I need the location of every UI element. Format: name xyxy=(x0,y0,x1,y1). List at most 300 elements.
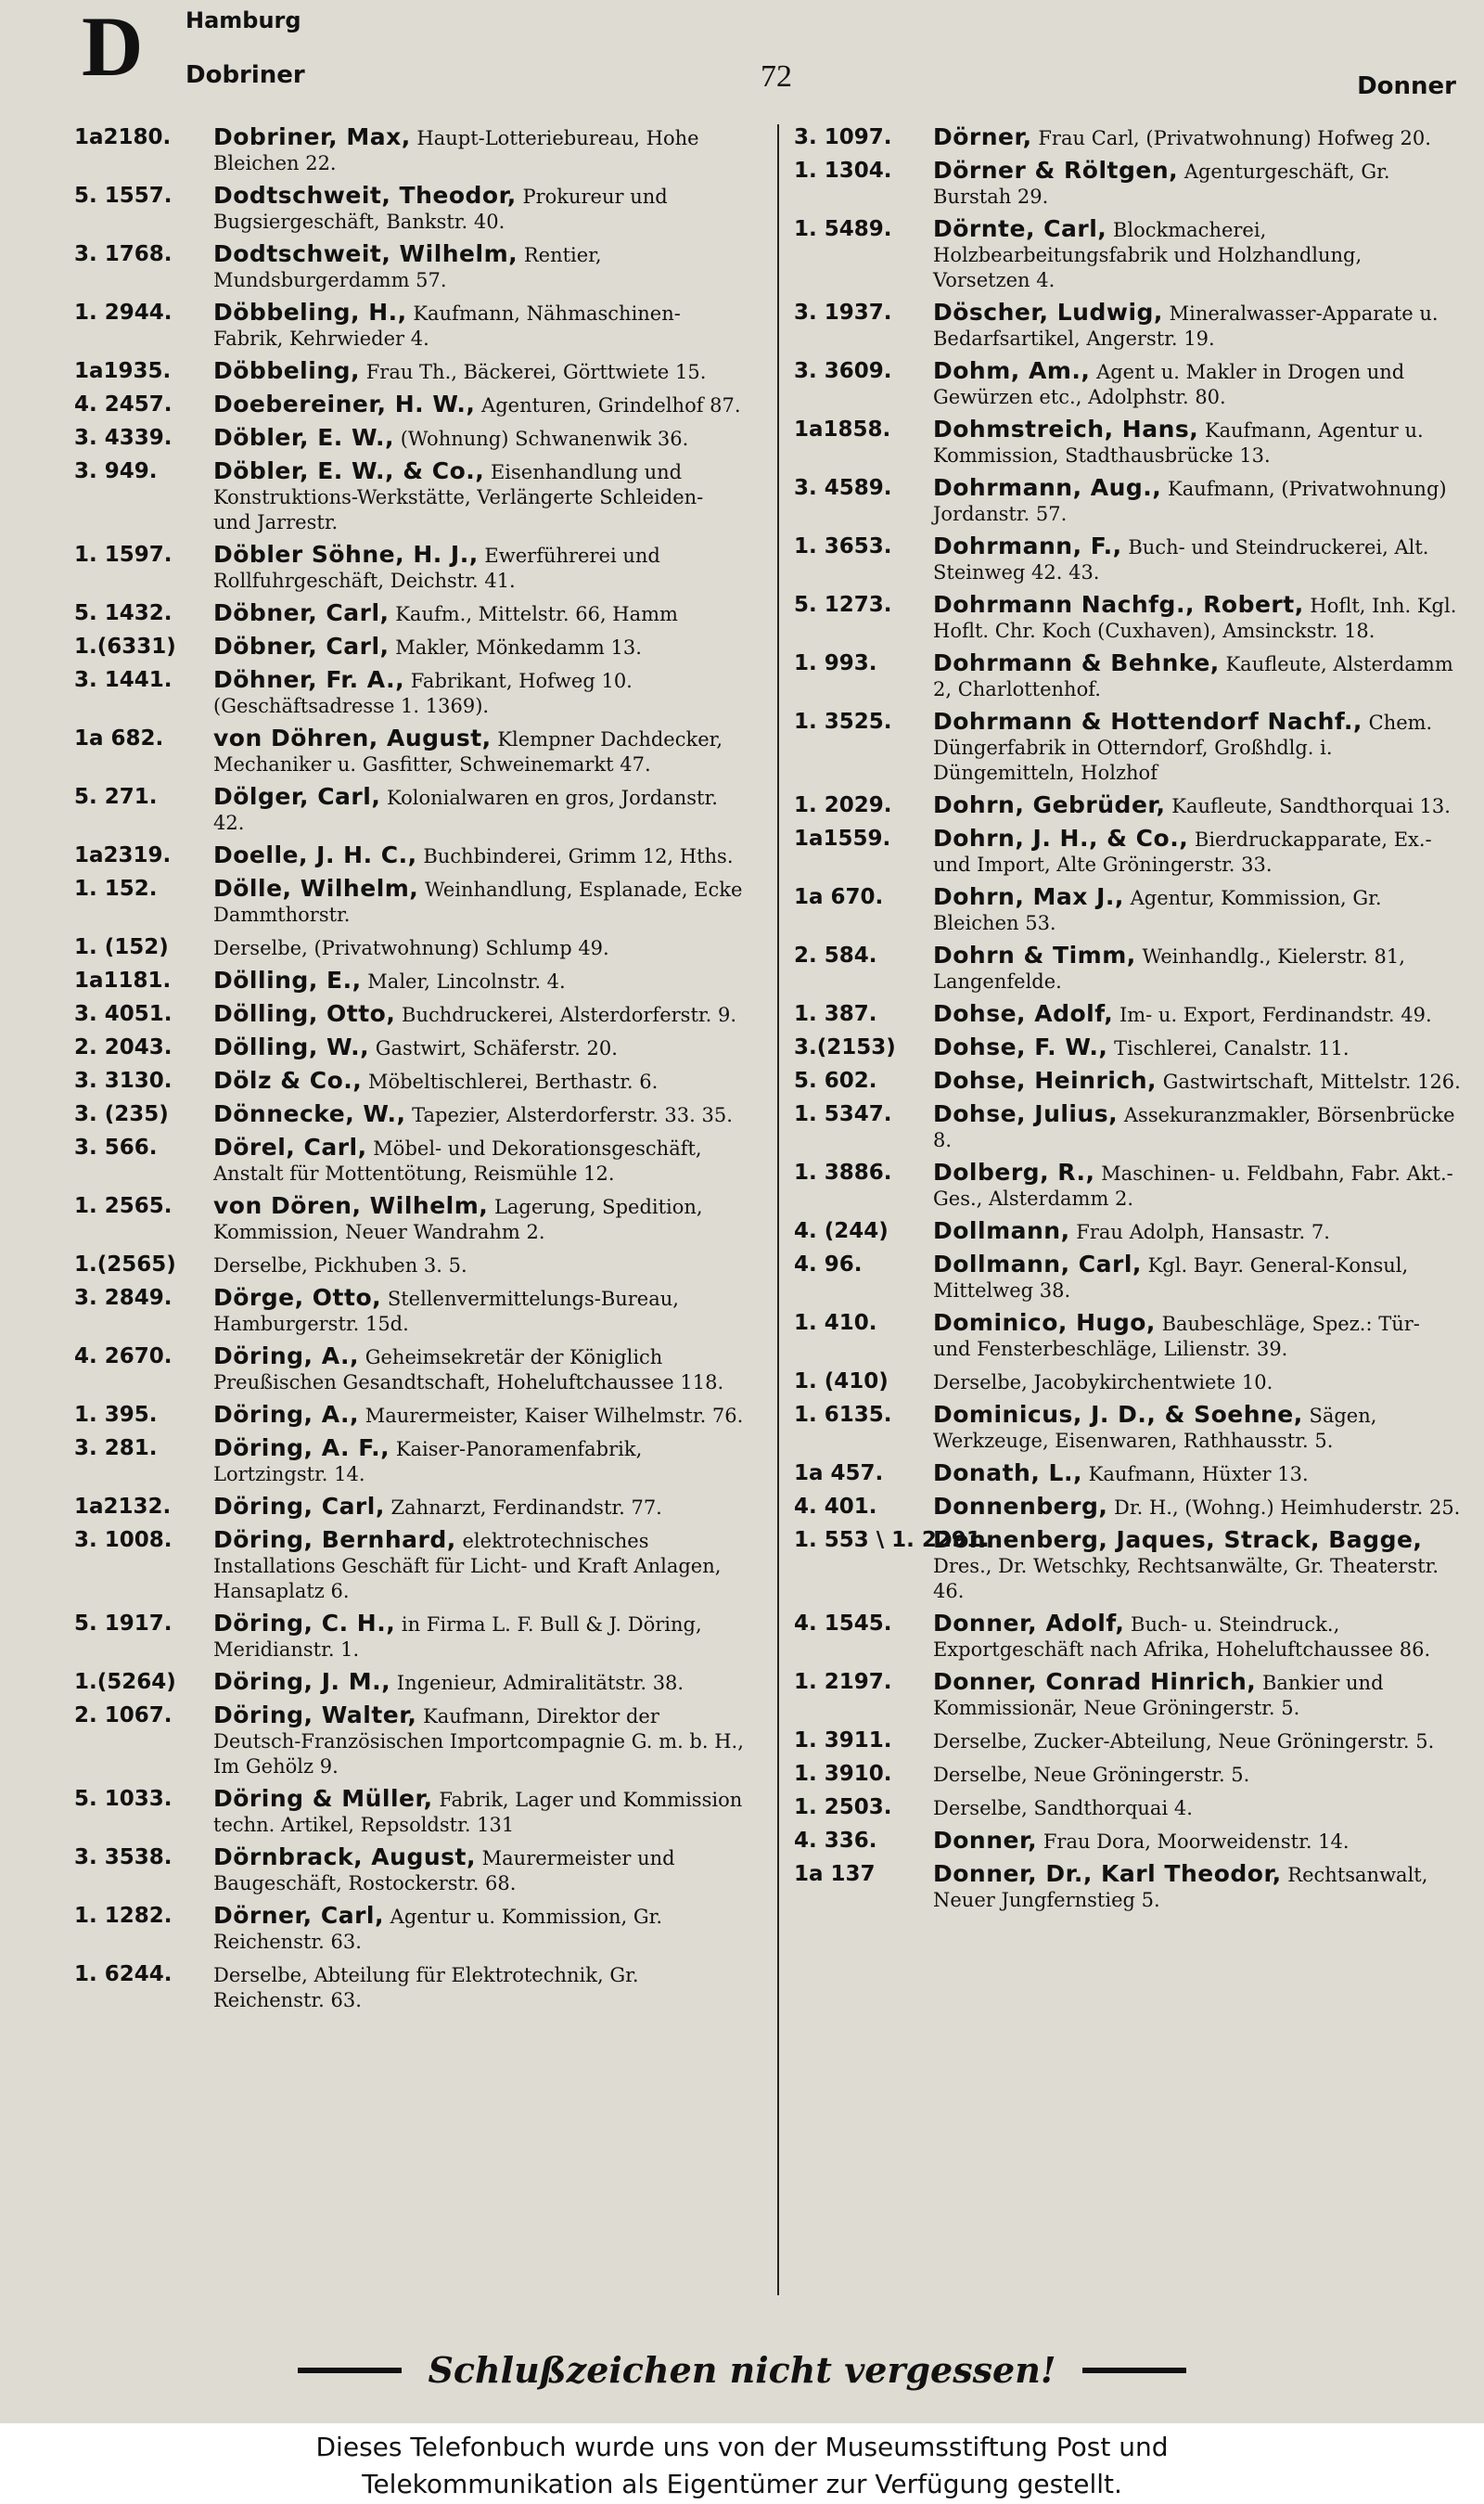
phone-number: 1a 457. xyxy=(794,1461,884,1485)
subscriber-details: Kaiser-Panoramenfabrik, Lortzingstr. 14. xyxy=(213,1438,643,1485)
phone-number: 1. 2197. xyxy=(794,1670,892,1694)
section-letter: D xyxy=(82,0,144,94)
subscriber-details: Baubeschläge, Spez.: Tür- und Fensterbeschläge, Lilienstr. 39. xyxy=(933,1313,1420,1360)
subscriber-name: Dölling, W., xyxy=(213,1034,370,1060)
directory-entry xyxy=(794,533,1464,585)
entry-text xyxy=(933,475,1464,527)
phone-number: 1. 3653. xyxy=(794,534,892,559)
entry-text xyxy=(933,1068,1464,1095)
entry-text xyxy=(933,826,1464,878)
directory-entry xyxy=(74,542,744,594)
city-heading: Hamburg xyxy=(186,7,301,33)
subscriber-details: Kaufleute, Alsterdamm 2, Charlottenhof. xyxy=(933,653,1453,700)
subscriber-details: Rechtsanwalt, Neuer Jungfernstieg 5. xyxy=(933,1864,1428,1911)
subscriber-name: Dohmstreich, Hans, xyxy=(933,416,1199,443)
subscriber-details: Frau Carl, (Privatwohnung) Hofweg 20. xyxy=(1038,127,1431,149)
entry-text xyxy=(213,1135,744,1187)
directory-entry xyxy=(74,726,744,777)
directory-entry xyxy=(74,241,744,293)
subscriber-details: Mineralwasser-Apparate u. Bedarfsartikel, Angerstr. 19. xyxy=(933,302,1439,350)
phone-number: 1. 2503. xyxy=(794,1795,892,1819)
phone-number: 5. 1432. xyxy=(74,601,173,625)
directory-entry xyxy=(794,1794,1464,1821)
subscriber-details: Assekuranzmakler, Börsenbrücke 8. xyxy=(933,1104,1455,1151)
phone-number: 1. 3911. xyxy=(794,1728,892,1753)
ownership-notice xyxy=(0,2423,1484,2504)
subscriber-name: Dohrmann Nachfg., Robert, xyxy=(933,591,1304,618)
directory-entry xyxy=(74,876,744,928)
subscriber-details: Weinhandlung, Esplanade, Ecke Dammthorstr. xyxy=(213,879,743,926)
entry-text xyxy=(933,1460,1464,1487)
first-entry-keyword: Dobriner xyxy=(186,61,305,89)
directory-entry xyxy=(74,124,744,176)
subscriber-details: Frau Adolph, Hansastr. 7. xyxy=(1076,1221,1330,1243)
subscriber-details: Blockmacherei, Holzbearbeitungsfabrik und Holzhandlung, Vorsetzen 4. xyxy=(933,219,1362,291)
directory-entry xyxy=(794,1861,1464,1913)
subscriber-details: Buch- u. Steindruck., Exportgeschäft nach Afrika, Hoheluftchaussee 86. xyxy=(933,1613,1431,1661)
phone-number: 3. 4339. xyxy=(74,426,173,450)
subscriber-details: Chem. Düngerfabrik in Otterndorf, Großhdlg. i. Düngemitteln, Holzhof xyxy=(933,712,1433,784)
phone-number: 1. 993. xyxy=(794,651,877,675)
phone-number: 1. 3525. xyxy=(794,710,892,734)
entry-text xyxy=(933,158,1464,210)
entry-text xyxy=(213,1669,744,1696)
phone-number: 1a 670. xyxy=(794,885,884,909)
subscriber-details: Derselbe, Neue Gröningerstr. 5. xyxy=(933,1764,1250,1786)
directory-entry xyxy=(74,1669,744,1696)
phone-number: 4. 96. xyxy=(794,1252,863,1277)
phone-number: 2. 584. xyxy=(794,944,877,968)
phone-number: 1. 6135. xyxy=(794,1403,892,1427)
subscriber-name: Dobriner, Max, xyxy=(213,123,411,150)
subscriber-name: Dörel, Carl, xyxy=(213,1134,367,1161)
phone-number: 1. (152) xyxy=(74,935,169,959)
entry-text xyxy=(933,1310,1464,1362)
entry-text xyxy=(933,417,1464,469)
subscriber-details: Bierdruckapparate, Ex.- und Import, Alte Gröningerstr. 33. xyxy=(933,828,1432,876)
entry-text xyxy=(933,1761,1464,1788)
subscriber-details: Geheimsekretär der Königlich Preußischen Gesandtschaft, Hoheluftchaussee 118. xyxy=(213,1346,724,1393)
subscriber-details: Eisenhandlung und Konstruktions-Werkstätte, Verlängerte Schleiden- und Jarrestr. xyxy=(213,461,704,533)
entry-text xyxy=(933,1001,1464,1028)
entry-text xyxy=(213,968,744,995)
subscriber-name: Dohrn, Max J., xyxy=(933,883,1124,910)
directory-entry xyxy=(794,792,1464,819)
subscriber-name: Dohrn, J. H., & Co., xyxy=(933,825,1189,852)
subscriber-name: Dohrmann & Behnke, xyxy=(933,649,1220,676)
directory-entry xyxy=(74,1494,744,1521)
directory-entry xyxy=(74,1068,744,1095)
subscriber-details: Frau Dora, Moorweidenstr. 14. xyxy=(1043,1830,1350,1853)
subscriber-details: Ewerführerei und Rollfuhrgeschäft, Deichstr. 41. xyxy=(213,545,660,592)
phone-number: 5. 602. xyxy=(794,1069,877,1093)
phone-number: 4. 1545. xyxy=(794,1612,892,1636)
subscriber-name: Dohrmann, F., xyxy=(933,533,1122,559)
entry-text xyxy=(213,1611,744,1663)
directory-entry xyxy=(794,1460,1464,1487)
directory-entry xyxy=(74,1961,744,2013)
subscriber-details: Maurermeister, Kaiser Wilhelmstr. 76. xyxy=(365,1405,744,1427)
entry-text xyxy=(213,1068,744,1095)
entry-text xyxy=(933,650,1464,702)
entry-text xyxy=(933,533,1464,585)
entry-text xyxy=(933,1794,1464,1821)
subscriber-details: Im- u. Export, Ferdinandstr. 49. xyxy=(1119,1004,1432,1026)
entry-text xyxy=(213,1343,744,1395)
phone-number: 3. 1768. xyxy=(74,242,173,266)
phone-number: 3. 281. xyxy=(74,1436,158,1460)
subscriber-name: Döring, Walter, xyxy=(213,1701,417,1728)
directory-entry xyxy=(74,934,744,961)
phone-number: 1. 1597. xyxy=(74,543,173,567)
right-column xyxy=(794,124,1464,1920)
entry-text xyxy=(933,1402,1464,1454)
phone-number: 3. 949. xyxy=(74,459,158,483)
subscriber-name: Dörnte, Carl, xyxy=(933,215,1107,242)
subscriber-details: Gastwirtschaft, Mittelstr. 126. xyxy=(1162,1071,1461,1093)
phone-number: 3. 1937. xyxy=(794,301,892,325)
directory-entry xyxy=(74,784,744,836)
subscriber-name: Döbler, E. W., & Co., xyxy=(213,457,485,484)
directory-entry xyxy=(74,1193,744,1245)
subscriber-details: Tapezier, Alsterdorferstr. 33. 35. xyxy=(412,1104,733,1126)
entry-text xyxy=(213,1435,744,1487)
entry-text xyxy=(933,1611,1464,1663)
subscriber-details: Derselbe, Jacobykirchentwiete 10. xyxy=(933,1371,1273,1393)
phone-number: 1. 6244. xyxy=(74,1962,173,1986)
phone-number: 3. 4051. xyxy=(74,1002,173,1026)
directory-entry xyxy=(794,1068,1464,1095)
directory-entry xyxy=(794,943,1464,995)
phone-number: 1a 682. xyxy=(74,726,164,751)
directory-entry xyxy=(794,1252,1464,1303)
entry-text xyxy=(933,1160,1464,1212)
entry-text xyxy=(213,1786,744,1838)
phone-number: 5. 271. xyxy=(74,785,158,809)
directory-entry xyxy=(74,842,744,869)
subscriber-details: Rentier, Mundsburgerdamm 57. xyxy=(213,244,602,291)
subscriber-details: Möbeltischlerei, Berthastr. 6. xyxy=(367,1071,659,1093)
notice-line-1: Dieses Telefonbuch wurde uns von der Museumsstiftung Post und xyxy=(315,2432,1169,2462)
directory-entry xyxy=(74,1702,744,1779)
subscriber-name: Dörnbrack, August, xyxy=(213,1843,476,1870)
entry-text xyxy=(213,425,744,452)
entry-text xyxy=(213,183,744,235)
directory-entry xyxy=(794,1001,1464,1028)
subscriber-details: Fabrikant, Hofweg 10. (Geschäftsadresse 1. 1369). xyxy=(213,670,633,717)
entry-text xyxy=(213,1961,744,2013)
entry-text xyxy=(933,943,1464,995)
subscriber-name: Dörner, Carl, xyxy=(213,1902,384,1929)
phone-number: 3. 3130. xyxy=(74,1069,173,1093)
subscriber-name: Döbbeling, H., xyxy=(213,299,407,326)
subscriber-details: Dres., Dr. Wetschky, Rechtsanwälte, Gr. Theaterstr. 46. xyxy=(933,1555,1439,1602)
entry-text xyxy=(213,934,744,961)
subscriber-name: Donner, xyxy=(933,1827,1038,1854)
subscriber-details: Kaufmann, Direktor der Deutsch-Französischen Importcompagnie G. m. b. H., Im Gehölz 9. xyxy=(213,1705,744,1778)
phone-number: 1. 387. xyxy=(794,1002,877,1026)
directory-entry xyxy=(794,1761,1464,1788)
phone-number: 1. 2029. xyxy=(794,793,892,817)
entry-text xyxy=(213,241,744,293)
directory-entry xyxy=(74,1135,744,1187)
phone-number: 3. 1097. xyxy=(794,125,892,149)
directory-entry xyxy=(74,1611,744,1663)
entry-text xyxy=(213,358,744,385)
subscriber-name: Donner, Dr., Karl Theodor, xyxy=(933,1860,1282,1887)
phone-number: 1.(6331) xyxy=(74,635,176,659)
subscriber-name: Döring, A., xyxy=(213,1401,360,1428)
phone-number: 1. 3910. xyxy=(794,1762,892,1786)
subscriber-name: Döring, A. F., xyxy=(213,1434,390,1461)
directory-entry xyxy=(74,634,744,661)
directory-entry xyxy=(74,1285,744,1337)
phone-number: 1. 3886. xyxy=(794,1161,892,1185)
subscriber-details: Möbel- und Dekorationsgeschäft, Anstalt für Mottentötung, Reismühle 12. xyxy=(213,1137,702,1185)
subscriber-details: Derselbe, Zucker-Abteilung, Neue Gröningerstr. 5. xyxy=(933,1730,1435,1753)
directory-entry xyxy=(794,475,1464,527)
subscriber-details: Kgl. Bayr. General-Konsul, Mittelweg 38. xyxy=(933,1254,1409,1302)
subscriber-name: Döbler, E. W., xyxy=(213,424,395,451)
subscriber-name: Dominico, Hugo, xyxy=(933,1309,1156,1336)
slogan-rule-right xyxy=(1082,2368,1186,2373)
directory-entry xyxy=(74,458,744,535)
entry-text xyxy=(213,1494,744,1521)
subscriber-name: Dölger, Carl, xyxy=(213,783,381,810)
subscriber-details: Maurermeister und Baugeschäft, Rostockerstr. 68. xyxy=(213,1847,675,1894)
subscriber-name: Döring, C. H., xyxy=(213,1610,396,1637)
phone-number: 5. 1917. xyxy=(74,1612,173,1636)
directory-entry xyxy=(74,425,744,452)
entry-text xyxy=(213,124,744,176)
subscriber-name: Döbler Söhne, H. J., xyxy=(213,541,479,568)
subscriber-details: Sägen, Werkzeuge, Eisenwaren, Rathhausstr. 5. xyxy=(933,1405,1377,1452)
column-divider xyxy=(777,124,779,2295)
phone-number: 1a1935. xyxy=(74,359,172,383)
entry-text xyxy=(213,784,744,836)
subscriber-name: Dohse, Adolf, xyxy=(933,1000,1114,1027)
subscriber-name: Doebereiner, H. W., xyxy=(213,391,476,417)
phone-number: 1. 2565. xyxy=(74,1194,173,1218)
entry-text xyxy=(213,542,744,594)
phone-number: 3. (235) xyxy=(74,1102,169,1126)
subscriber-details: in Firma L. F. Bull & J. Döring, Meridianstr. 1. xyxy=(213,1613,702,1661)
subscriber-details: Weinhandlg., Kielerstr. 81, Langenfelde. xyxy=(933,945,1405,993)
directory-entry xyxy=(794,592,1464,644)
subscriber-name: Dönnecke, W., xyxy=(213,1100,406,1127)
subscriber-details: Klempner Dachdecker, Mechaniker u. Gasfitter, Schweinemarkt 47. xyxy=(213,728,723,776)
directory-entry xyxy=(794,158,1464,210)
page-number: 72 xyxy=(761,59,792,94)
phone-number: 1. 1282. xyxy=(74,1904,173,1928)
subscriber-name: Dohse, F. W., xyxy=(933,1034,1108,1060)
entry-text xyxy=(213,1702,744,1779)
directory-entry xyxy=(794,1368,1464,1395)
directory-entry xyxy=(794,1727,1464,1754)
phone-number: 1. 152. xyxy=(74,877,158,901)
entry-text xyxy=(933,1828,1464,1855)
subscriber-details: Fabrik, Lager und Kommission techn. Artikel, Repsoldstr. 131 xyxy=(213,1789,743,1836)
entry-text xyxy=(933,1101,1464,1153)
subscriber-name: Dohrmann, Aug., xyxy=(933,474,1162,501)
subscriber-details: Agentur u. Kommission, Gr. Reichenstr. 63. xyxy=(213,1906,663,1953)
entry-text xyxy=(213,726,744,777)
phone-number: 1a1181. xyxy=(74,969,172,993)
subscriber-name: Donner, Conrad Hinrich, xyxy=(933,1668,1257,1695)
directory-entry xyxy=(74,968,744,995)
subscriber-details: Derselbe, Sandthorquai 4. xyxy=(933,1797,1193,1819)
directory-entry xyxy=(794,826,1464,878)
directory-entry xyxy=(794,709,1464,786)
subscriber-name: Döscher, Ludwig, xyxy=(933,299,1163,326)
phone-number: 5. 1557. xyxy=(74,184,173,208)
directory-entry xyxy=(74,1844,744,1896)
phone-number: 5. 1033. xyxy=(74,1787,173,1811)
entry-text xyxy=(933,1727,1464,1754)
subscriber-details: Kolonialwaren en gros, Jordanstr. 42. xyxy=(213,787,718,834)
directory-entry xyxy=(74,667,744,719)
directory-entry xyxy=(74,1527,744,1604)
subscriber-name: Donnenberg, xyxy=(933,1493,1108,1520)
subscriber-details: Agentur, Kommission, Gr. Bleichen 53. xyxy=(933,887,1382,934)
subscriber-details: Buch- und Steindruckerei, Alt. Steinweg 42. 43. xyxy=(933,536,1429,584)
directory-entry xyxy=(794,1611,1464,1663)
subscriber-name: Dölle, Wilhelm, xyxy=(213,875,419,902)
entry-text xyxy=(933,1252,1464,1303)
directory-entry xyxy=(794,417,1464,469)
slogan-text: Schlußzeichen nicht vergessen! xyxy=(428,2349,1056,2391)
subscriber-name: Döhner, Fr. A., xyxy=(213,666,405,693)
phone-number: 5. 1273. xyxy=(794,593,892,617)
footer-slogan xyxy=(0,2349,1484,2391)
directory-entry xyxy=(794,1218,1464,1245)
entry-text xyxy=(213,667,744,719)
subscriber-details: Gastwirt, Schäferstr. 20. xyxy=(375,1037,618,1059)
entry-text xyxy=(933,1034,1464,1061)
entry-text xyxy=(933,592,1464,644)
entry-text xyxy=(933,1669,1464,1721)
subscriber-name: Döbbeling, xyxy=(213,357,361,384)
subscriber-details: Kaufleute, Sandthorquai 13. xyxy=(1171,795,1451,817)
subscriber-name: Donnenberg, Jaques, Strack, Bagge, xyxy=(933,1526,1423,1553)
entry-text xyxy=(933,709,1464,786)
entry-text xyxy=(213,600,744,627)
entry-text xyxy=(213,1034,744,1061)
subscriber-name: Dölz & Co., xyxy=(213,1067,363,1094)
phone-number: 1. (410) xyxy=(794,1369,889,1393)
subscriber-details: Kaufmann, Nähmaschinen-Fabrik, Kehrwieder 4. xyxy=(213,302,681,350)
directory-entry xyxy=(794,1034,1464,1061)
subscriber-details: Tischlerei, Canalstr. 11. xyxy=(1114,1037,1350,1059)
subscriber-details: Zahnarzt, Ferdinandstr. 77. xyxy=(390,1496,662,1519)
subscriber-name: Döring, Carl, xyxy=(213,1493,385,1520)
subscriber-name: Dohrn, Gebrüder, xyxy=(933,791,1166,818)
subscriber-name: Dominicus, J. D., & Soehne, xyxy=(933,1401,1303,1428)
entry-text xyxy=(213,1527,744,1604)
directory-entry xyxy=(794,1494,1464,1521)
directory-entry xyxy=(794,216,1464,293)
phone-number: 1a 137 xyxy=(794,1862,876,1886)
subscriber-name: von Döhren, August, xyxy=(213,725,492,751)
phone-number: 3. 1441. xyxy=(74,668,173,692)
entry-text xyxy=(933,1861,1464,1913)
phone-number: 1. 5347. xyxy=(794,1102,892,1126)
directory-entry xyxy=(794,1527,1464,1604)
directory-entry xyxy=(794,1310,1464,1362)
directory-entry xyxy=(794,124,1464,151)
phone-number: 4. (244) xyxy=(794,1219,889,1243)
directory-entry xyxy=(794,884,1464,936)
last-entry-keyword: Donner xyxy=(1357,72,1456,100)
entry-text xyxy=(213,1101,744,1128)
subscriber-name: von Dören, Wilhelm, xyxy=(213,1192,489,1219)
directory-entry xyxy=(74,300,744,352)
phone-number: 1. 2944. xyxy=(74,301,173,325)
entry-text xyxy=(213,876,744,928)
directory-entry xyxy=(74,358,744,385)
subscriber-name: Dodtschweit, Wilhelm, xyxy=(213,240,518,267)
directory-entry xyxy=(74,600,744,627)
directory-entry xyxy=(794,358,1464,410)
entry-text xyxy=(933,124,1464,151)
subscriber-name: Dohse, Heinrich, xyxy=(933,1067,1158,1094)
phone-number: 1a2132. xyxy=(74,1495,172,1519)
directory-entry xyxy=(74,1101,744,1128)
entry-text xyxy=(213,842,744,869)
entry-text xyxy=(213,458,744,535)
phone-number: 2. 2043. xyxy=(74,1035,173,1059)
subscriber-details: Agent u. Makler in Drogen und Gewürzen etc., Adolphstr. 80. xyxy=(933,361,1405,408)
phone-number: 3. 3538. xyxy=(74,1845,173,1869)
entry-text xyxy=(213,1252,744,1278)
subscriber-details: Buchdruckerei, Alsterdorferstr. 9. xyxy=(402,1004,737,1026)
phone-number: 1. 1304. xyxy=(794,159,892,183)
entry-text xyxy=(933,1527,1464,1604)
entry-text xyxy=(213,1285,744,1337)
entry-text xyxy=(213,1903,744,1955)
directory-entry xyxy=(74,1903,744,1955)
subscriber-name: Dodtschweit, Theodor, xyxy=(213,182,517,209)
entry-text xyxy=(933,358,1464,410)
subscriber-name: Dohm, Am., xyxy=(933,357,1091,384)
subscriber-details: Kaufmann, Hüxter 13. xyxy=(1088,1463,1309,1485)
directory-entry xyxy=(74,1001,744,1028)
subscriber-name: Doelle, J. H. C., xyxy=(213,841,417,868)
subscriber-name: Dolberg, R., xyxy=(933,1159,1095,1186)
subscriber-details: Dr. H., (Wohng.) Heimhuderstr. 25. xyxy=(1114,1496,1461,1519)
phone-number: 1a1559. xyxy=(794,827,891,851)
directory-entry xyxy=(794,300,1464,352)
directory-entry xyxy=(794,1828,1464,1855)
phone-number: 1.(5264) xyxy=(74,1670,176,1694)
subscriber-name: Dölling, Otto, xyxy=(213,1000,396,1027)
subscriber-name: Dollmann, xyxy=(933,1217,1070,1244)
phone-number: 4. 2670. xyxy=(74,1344,173,1368)
subscriber-details: Maler, Lincolnstr. 4. xyxy=(367,970,566,993)
entry-text xyxy=(933,792,1464,819)
subscriber-name: Dohse, Julius, xyxy=(933,1100,1119,1127)
entry-text xyxy=(213,1402,744,1429)
directory-entry xyxy=(74,1435,744,1487)
phone-number: 3. 4589. xyxy=(794,476,892,500)
subscriber-details: Frau Th., Bäckerei, Görttwiete 15. xyxy=(365,361,707,383)
subscriber-name: Dohrn & Timm, xyxy=(933,942,1136,969)
directory-entry xyxy=(74,1252,744,1278)
subscriber-name: Döring, J. M., xyxy=(213,1668,391,1695)
subscriber-details: Derselbe, Abteilung für Elektrotechnik, Gr. Reichenstr. 63. xyxy=(213,1964,639,2011)
subscriber-details: Buchbinderei, Grimm 12, Hths. xyxy=(423,845,734,867)
subscriber-details: Haupt-Lotteriebureau, Hohe Bleichen 22. xyxy=(213,127,699,174)
